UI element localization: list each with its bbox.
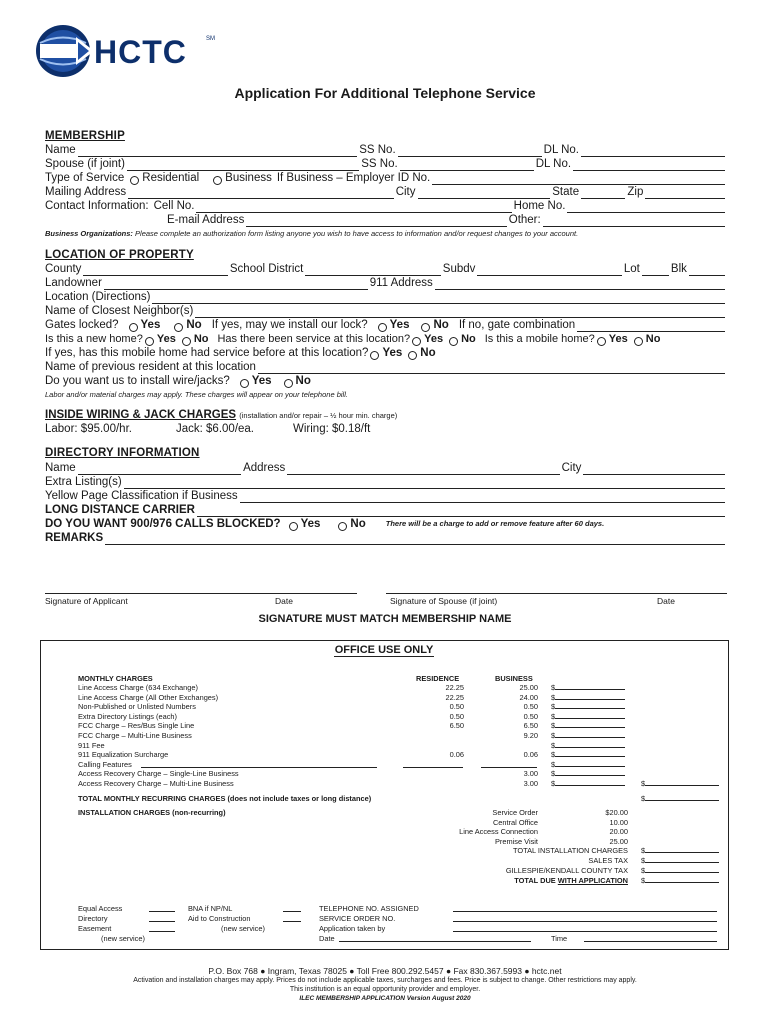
other-field[interactable] bbox=[543, 217, 725, 227]
extra-field[interactable] bbox=[124, 479, 725, 489]
spouse-ssn-label: SS No. bbox=[361, 158, 398, 170]
install-heading: INSTALLATION CHARGES (non-recurring) bbox=[78, 808, 226, 817]
install-row-value: 20.00 bbox=[609, 827, 628, 837]
charge-row-amount-field[interactable] bbox=[555, 721, 625, 728]
footer-equal-opportunity: This institution is an equal opportunity provider and employer. bbox=[289, 986, 481, 993]
easement-field[interactable] bbox=[149, 924, 175, 932]
directory-label: Directory bbox=[78, 914, 108, 923]
gates-no-label: No bbox=[186, 319, 202, 331]
mobileservice-yes-radio[interactable] bbox=[370, 351, 379, 360]
charge-row-amount-field[interactable] bbox=[555, 750, 625, 757]
county-tax-amount: $ bbox=[641, 866, 719, 876]
jack-rate: Jack: $6.00/ea. bbox=[176, 423, 254, 435]
carrier-row bbox=[45, 503, 727, 517]
lock-no-label: No bbox=[433, 319, 449, 331]
taken-by-label: Application taken by bbox=[319, 924, 386, 933]
business-note-label: Business Organizations: bbox=[45, 229, 133, 238]
business-heading: BUSINESS bbox=[495, 674, 533, 683]
wiring-heading: INSIDE WIRING & JACK CHARGES bbox=[45, 409, 237, 421]
gates-yes-radio[interactable] bbox=[129, 323, 138, 332]
email-label: E-mail Address bbox=[167, 214, 245, 226]
labor-rate: Labor: $95.00/hr. bbox=[45, 423, 132, 435]
blocked-no-label: No bbox=[350, 518, 366, 530]
directions-field[interactable] bbox=[152, 294, 725, 304]
sales-tax-label: SALES TAX bbox=[588, 856, 628, 865]
mobile-no-radio[interactable] bbox=[634, 337, 643, 346]
dl-label: DL No. bbox=[543, 144, 580, 156]
charge-row-amount: $ bbox=[551, 683, 625, 693]
charge-row-residence: 22.25 bbox=[445, 683, 464, 692]
newhome-row bbox=[45, 332, 727, 346]
charge-row-business: 24.00 bbox=[519, 692, 538, 702]
combo-field[interactable] bbox=[577, 322, 725, 332]
membership-heading: MEMBERSHIP bbox=[45, 130, 125, 142]
service-order-label: SERVICE ORDER NO. bbox=[319, 914, 396, 923]
calling-features-bus-field[interactable] bbox=[481, 760, 537, 768]
charge-row-label: Non-Published or Unlisted Numbers bbox=[78, 702, 196, 712]
office-time-label: Time bbox=[551, 934, 568, 943]
ssn-label: SS No. bbox=[359, 144, 396, 156]
blocked-label: DO YOU WANT 900/976 CALLS BLOCKED? bbox=[45, 518, 281, 530]
contact-label: Contact Information: bbox=[45, 200, 149, 212]
page-title: Application For Additional Telephone Service bbox=[234, 85, 536, 101]
sales-tax-amount: $ bbox=[641, 856, 719, 866]
charge-row-amount: $ bbox=[551, 741, 625, 751]
charge-row-business: 0.50 bbox=[523, 711, 538, 721]
charge-row-amount-field[interactable] bbox=[555, 693, 625, 700]
mobileservice-row bbox=[45, 346, 727, 360]
charge-row-residence: 0.50 bbox=[449, 702, 464, 712]
residential-label: Residential bbox=[142, 172, 200, 184]
remarks-field[interactable] bbox=[105, 535, 725, 545]
charge-row-amount-field[interactable] bbox=[555, 702, 625, 709]
city-label: City bbox=[395, 186, 416, 198]
previous-label: Name of previous resident at this location bbox=[45, 361, 256, 373]
charge-row-label: Access Recovery Charge – Single-Line Business bbox=[78, 769, 239, 779]
location-heading: LOCATION OF PROPERTY bbox=[45, 249, 194, 261]
neighbor-field[interactable] bbox=[195, 308, 725, 318]
office-time-field[interactable] bbox=[584, 934, 717, 942]
mobile-label: Is this a mobile home? bbox=[484, 333, 595, 345]
office-date-field[interactable] bbox=[339, 934, 531, 942]
applicant-signature-label: Signature of Applicant bbox=[45, 596, 128, 606]
combo-label: If no, gate combination bbox=[458, 319, 576, 331]
spouse-field[interactable] bbox=[127, 161, 359, 171]
business-radio[interactable] bbox=[213, 176, 222, 185]
mobile-yes-label: Yes bbox=[608, 333, 628, 345]
equal-access-label: Equal Access bbox=[78, 904, 123, 913]
spouse-ssn-field[interactable] bbox=[400, 161, 534, 171]
blk-label: Blk bbox=[670, 263, 687, 275]
charge-row-amount-field[interactable] bbox=[555, 779, 625, 786]
name-row bbox=[45, 143, 727, 157]
taken-by-field[interactable] bbox=[453, 924, 717, 932]
lot-label: Lot bbox=[623, 263, 640, 275]
dl-field[interactable] bbox=[581, 147, 725, 157]
charge-row-amount: $ bbox=[551, 750, 625, 760]
new-service-label-2: (new service) bbox=[221, 924, 265, 933]
spouse-dl-label: DL No. bbox=[535, 158, 572, 170]
mobileservice-label: If yes, has this mobile home had service before at this location? bbox=[45, 347, 369, 359]
bna-field[interactable] bbox=[283, 904, 301, 912]
previous-row bbox=[45, 360, 727, 374]
charge-row-label: 911 Equalization Surcharge bbox=[78, 750, 169, 760]
total-install-amount: $ bbox=[641, 846, 719, 856]
gates-row bbox=[45, 318, 727, 332]
employer-label: If Business – Employer ID No. bbox=[276, 172, 431, 184]
spouse-dl-field[interactable] bbox=[573, 161, 725, 171]
lock-yes-label: Yes bbox=[389, 319, 410, 331]
wire-label: Do you want us to install wire/jacks? bbox=[45, 375, 230, 387]
install-row-label: Line Access Connection bbox=[459, 827, 538, 837]
blocked-no-radio[interactable] bbox=[338, 522, 347, 531]
state-label: State bbox=[552, 186, 580, 198]
newhome-no-label: No bbox=[193, 333, 209, 345]
hctc-logo bbox=[34, 22, 224, 80]
business-note bbox=[45, 229, 578, 238]
name-label: Name bbox=[45, 144, 76, 156]
business-note-text: Please complete an authorization form listing anyone you wish to have access to information and/or request changes to your account. bbox=[132, 229, 579, 238]
charge-row-amount: $ bbox=[551, 769, 625, 779]
spouse-row bbox=[45, 157, 727, 171]
gates-no-radio[interactable] bbox=[174, 323, 183, 332]
carrier-field[interactable] bbox=[197, 507, 725, 517]
beenservice-yes-radio[interactable] bbox=[412, 337, 421, 346]
install-row-value: $20.00 bbox=[605, 808, 628, 817]
business-label: Business bbox=[225, 172, 272, 184]
bna-label: BNA if NP/NL bbox=[188, 904, 233, 913]
state-field[interactable] bbox=[581, 189, 625, 199]
charge-row-business: 3.00 bbox=[523, 779, 538, 788]
charge-row-business: 3.00 bbox=[523, 769, 538, 779]
directions-label: Location (Directions) bbox=[45, 291, 151, 303]
monthly-heading: MONTHLY CHARGES bbox=[78, 674, 153, 683]
charge-row-amount: $ bbox=[551, 760, 625, 770]
type-label: Type of Service bbox=[45, 172, 125, 184]
contact-row bbox=[45, 199, 727, 213]
spouse-signature-line[interactable] bbox=[386, 593, 727, 594]
dir-name-field[interactable] bbox=[78, 465, 241, 475]
address911-label: 911 Address bbox=[369, 277, 433, 289]
charge-row-amount-field[interactable] bbox=[555, 760, 625, 767]
charge-row-label: FCC Charge – Multi-Line Business bbox=[78, 731, 192, 740]
mobile-yes-radio[interactable] bbox=[597, 337, 606, 346]
wiring-sub: (installation and/or repair – ½ hour min. charge) bbox=[239, 411, 398, 420]
aid-label: Aid to Construction bbox=[188, 914, 251, 923]
county-label: County bbox=[45, 263, 82, 275]
address911-field[interactable] bbox=[435, 280, 725, 290]
charge-row-label: 911 Fee bbox=[78, 740, 105, 750]
wire-yes-radio[interactable] bbox=[240, 379, 249, 388]
footer-disclaimer: Activation and installation charges may apply. Prices do not include applicable taxes, surcharges and fees. Price is subject to change. Other restrictions may apply. bbox=[133, 977, 637, 984]
charge-row-amount: $ bbox=[551, 731, 625, 741]
office-use-box bbox=[40, 640, 729, 950]
total-due-label: TOTAL DUE WITH APPLICATION bbox=[514, 876, 628, 885]
office-title: OFFICE USE ONLY bbox=[334, 644, 434, 656]
lock-no-radio[interactable] bbox=[421, 323, 430, 332]
dir-city-field[interactable] bbox=[583, 465, 725, 475]
residential-radio[interactable] bbox=[130, 176, 139, 185]
gates-yes-label: Yes bbox=[140, 319, 161, 331]
ssn-field[interactable] bbox=[398, 147, 542, 157]
newhome-yes-radio[interactable] bbox=[145, 337, 154, 346]
charge-row-residence: 22.25 bbox=[445, 692, 464, 702]
other-label: Other: bbox=[508, 214, 541, 226]
mobileservice-no-label: No bbox=[420, 347, 436, 359]
charge-row-residence: 0.06 bbox=[449, 750, 464, 760]
subdv-field[interactable] bbox=[477, 266, 621, 276]
logo-wordmark: HCTC bbox=[94, 34, 187, 70]
install-row-label: Central Office bbox=[492, 817, 538, 827]
charge-row-amount-field[interactable] bbox=[555, 741, 625, 748]
charge-row-amount-field[interactable] bbox=[555, 731, 625, 738]
directory-heading: DIRECTORY INFORMATION bbox=[45, 447, 200, 459]
remarks-row bbox=[45, 531, 727, 545]
previous-field[interactable] bbox=[258, 364, 725, 374]
calling-features-field[interactable] bbox=[141, 760, 377, 768]
yellow-row bbox=[45, 489, 727, 503]
easement-label: Easement bbox=[78, 924, 112, 933]
footer-version: ILEC MEMBERSHIP APPLICATION Version August 2020 bbox=[299, 995, 471, 1002]
directions-row bbox=[45, 290, 727, 304]
charge-row-amount: $ bbox=[551, 721, 625, 731]
beenservice-no-label: No bbox=[461, 333, 476, 345]
remarks-label: REMARKS bbox=[45, 532, 104, 544]
charge-row-business: 9.20 bbox=[523, 731, 538, 740]
charge-row-amount-field[interactable] bbox=[555, 712, 625, 719]
school-label: School District bbox=[229, 263, 304, 275]
neighbor-label: Name of Closest Neighbor(s) bbox=[45, 305, 194, 317]
new-service-label: (new service) bbox=[101, 934, 145, 943]
charge-row-residence: 0.50 bbox=[449, 711, 464, 721]
county-field[interactable] bbox=[83, 266, 227, 276]
charge-row-label: Line Access Charge (634 Exchange) bbox=[78, 683, 198, 692]
mailing-label: Mailing Address bbox=[45, 186, 127, 198]
extra-row bbox=[45, 475, 727, 489]
mailing-row bbox=[45, 185, 727, 199]
labor-note: Labor and/or material charges may apply. These charges will appear on your telephone bill. bbox=[45, 390, 348, 399]
home-label: Home No. bbox=[513, 200, 566, 212]
home-field[interactable] bbox=[567, 203, 725, 213]
install-row-value: 10.00 bbox=[609, 817, 628, 827]
blocked-charge-note: There will be a charge to add or remove feature after 60 days. bbox=[385, 519, 605, 528]
mailing-field[interactable] bbox=[128, 189, 394, 199]
carrier-label: LONG DISTANCE CARRIER bbox=[45, 504, 195, 516]
newhome-yes-label: Yes bbox=[156, 333, 176, 345]
charge-row-label: Calling Features bbox=[78, 759, 132, 769]
lock-yes-radio[interactable] bbox=[378, 323, 387, 332]
county-tax-label: GILLESPIE/KENDALL COUNTY TAX bbox=[505, 866, 628, 875]
spouse-signature-label: Signature of Spouse (if joint) bbox=[390, 596, 498, 606]
service-order-field[interactable] bbox=[453, 914, 717, 922]
zip-field[interactable] bbox=[645, 189, 725, 199]
dir-city-label: City bbox=[561, 462, 582, 474]
office-date-label: Date bbox=[319, 934, 335, 943]
landowner-label: Landowner bbox=[45, 277, 102, 289]
type-row bbox=[45, 171, 727, 185]
neighbor-row bbox=[45, 304, 727, 318]
charge-row-label: Access Recovery Charge – Multi-Line Business bbox=[78, 779, 234, 788]
total-due-amount: $ bbox=[641, 876, 719, 886]
blocked-row bbox=[45, 517, 727, 531]
mobileservice-no-radio[interactable] bbox=[408, 351, 417, 360]
charge-row-amount: $ bbox=[551, 702, 625, 712]
logo-service-mark: SM bbox=[206, 36, 215, 42]
wire-no-radio[interactable] bbox=[284, 379, 293, 388]
charge-row-amount-field[interactable] bbox=[555, 683, 625, 690]
mobile-no-label: No bbox=[645, 333, 661, 345]
charge-row-business: 25.00 bbox=[519, 683, 538, 692]
extra-label: Extra Listing(s) bbox=[45, 476, 122, 488]
tel-assigned-label: TELEPHONE NO. ASSIGNED bbox=[319, 904, 419, 913]
email-row bbox=[167, 213, 727, 227]
charge-row-business: 0.50 bbox=[523, 702, 538, 712]
cell-field[interactable] bbox=[196, 203, 511, 213]
charge-row-residence: 6.50 bbox=[449, 721, 464, 731]
blocked-yes-label: Yes bbox=[300, 518, 321, 530]
charge-row-amount: $ bbox=[551, 693, 625, 703]
beenservice-label: Has there been service at this location? bbox=[217, 333, 411, 345]
charge-row-amount: $ bbox=[551, 712, 625, 722]
county-row bbox=[45, 262, 727, 276]
cell-label: Cell No. bbox=[153, 200, 195, 212]
total-monthly-label: TOTAL MONTHLY RECURRING CHARGES (does not include taxes or long distance) bbox=[78, 794, 372, 803]
blocked-yes-radio[interactable] bbox=[289, 522, 298, 531]
charge-row-business: 6.50 bbox=[523, 721, 538, 731]
lot-field[interactable] bbox=[642, 266, 669, 276]
dir-address-field[interactable] bbox=[287, 465, 559, 475]
yellow-label: Yellow Page Classification if Business bbox=[45, 490, 238, 502]
wiring-heading-row bbox=[45, 409, 397, 421]
signature-must-match: SIGNATURE MUST MATCH MEMBERSHIP NAME bbox=[258, 613, 512, 625]
charge-row-label: Extra Directory Listings (each) bbox=[78, 711, 177, 721]
gates-label: Gates locked? bbox=[45, 319, 119, 331]
applicant-date-label: Date bbox=[275, 596, 293, 606]
mobileservice-yes-label: Yes bbox=[382, 347, 403, 359]
applicant-signature-line[interactable] bbox=[45, 593, 357, 594]
blk-field[interactable] bbox=[689, 266, 725, 276]
city-field[interactable] bbox=[418, 189, 551, 199]
charge-row-business: 0.06 bbox=[523, 750, 538, 760]
residence-heading: RESIDENCE bbox=[416, 674, 460, 683]
directory-field[interactable] bbox=[149, 914, 175, 922]
tel-assigned-field[interactable] bbox=[453, 904, 717, 912]
spouse-label: Spouse (if joint) bbox=[45, 158, 125, 170]
monthly-total-field[interactable] bbox=[645, 794, 719, 801]
footer-address: P.O. Box 768 ● Ingram, Texas 78025 ● Toll Free 800.292.5457 ● Fax 830.367.5993 ● hctc.net bbox=[208, 966, 562, 976]
employer-field[interactable] bbox=[432, 175, 725, 185]
newhome-no-radio[interactable] bbox=[182, 337, 191, 346]
landowner-row bbox=[45, 276, 727, 290]
dir-name-label: Name bbox=[45, 462, 76, 474]
charge-row-amount: $ bbox=[551, 779, 625, 789]
landowner-field[interactable] bbox=[104, 280, 368, 290]
wire-row bbox=[45, 374, 727, 388]
install-row-label: Service Order bbox=[492, 808, 538, 817]
wire-no-label: No bbox=[295, 375, 311, 387]
monthly-total: $ bbox=[641, 794, 719, 804]
lock-label: If yes, may we install our lock? bbox=[211, 319, 368, 331]
subdv-label: Subdv bbox=[442, 263, 476, 275]
name-field[interactable] bbox=[78, 147, 358, 157]
calling-features-res-field[interactable] bbox=[403, 760, 463, 768]
charge-row-amount-field[interactable] bbox=[555, 769, 625, 776]
beenservice-no-radio[interactable] bbox=[449, 337, 458, 346]
total-install-label: TOTAL INSTALLATION CHARGES bbox=[513, 846, 628, 855]
equal-access-field[interactable] bbox=[149, 904, 175, 912]
school-field[interactable] bbox=[305, 266, 440, 276]
install-row-label: Premise Visit bbox=[495, 836, 538, 846]
dir-address-label: Address bbox=[243, 462, 286, 474]
monthly-subtotal-field[interactable] bbox=[645, 779, 719, 786]
email-field[interactable] bbox=[246, 217, 506, 227]
zip-label: Zip bbox=[627, 186, 644, 198]
charge-row-label: FCC Charge – Res/Bus Single Line bbox=[78, 721, 195, 731]
spouse-date-label: Date bbox=[657, 596, 675, 606]
wire-yes-label: Yes bbox=[251, 375, 272, 387]
dir-name-row bbox=[45, 461, 727, 475]
wire-rate: Wiring: $0.18/ft bbox=[293, 423, 371, 435]
monthly-subtotal: $ bbox=[641, 779, 719, 789]
aid-field[interactable] bbox=[283, 914, 301, 922]
yellow-field[interactable] bbox=[240, 493, 725, 503]
beenservice-yes-label: Yes bbox=[424, 333, 444, 345]
charge-row-label: Line Access Charge (All Other Exchanges) bbox=[78, 692, 219, 702]
newhome-label: Is this a new home? bbox=[45, 333, 143, 345]
install-row-value: 25.00 bbox=[609, 836, 628, 846]
